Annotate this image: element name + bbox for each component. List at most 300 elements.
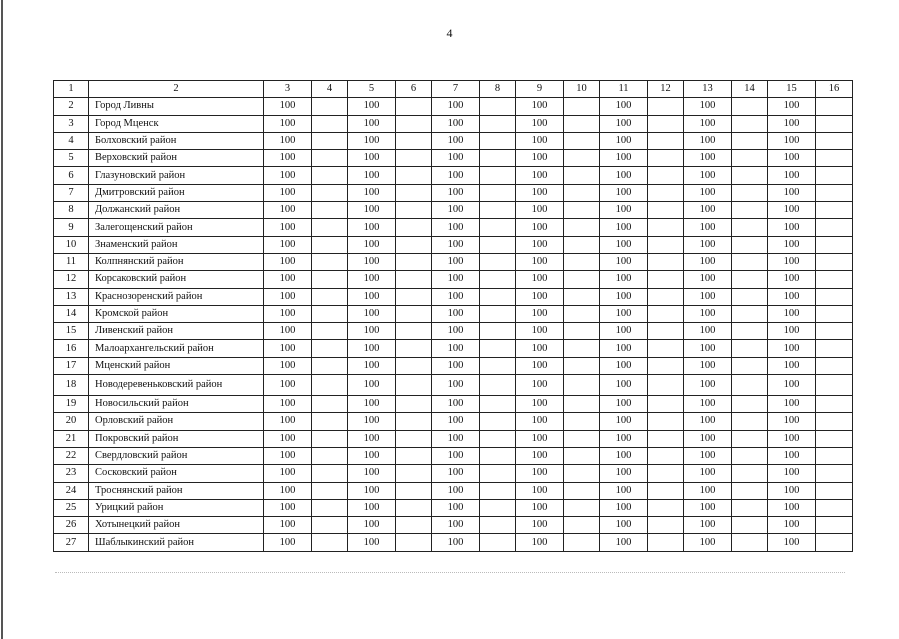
value-cell [396, 534, 432, 551]
value-cell: 100 [348, 482, 396, 499]
row-number-cell: 3 [54, 115, 89, 132]
value-cell: 100 [264, 482, 312, 499]
value-cell: 100 [600, 236, 648, 253]
value-cell [816, 305, 853, 322]
value-cell: 100 [600, 288, 648, 305]
row-number-cell: 25 [54, 499, 89, 516]
value-cell [564, 271, 600, 288]
value-cell: 100 [516, 202, 564, 219]
header-cell: 10 [564, 81, 600, 98]
value-cell: 100 [264, 465, 312, 482]
value-cell [396, 357, 432, 374]
value-cell [564, 413, 600, 430]
value-cell [312, 430, 348, 447]
value-cell [396, 305, 432, 322]
row-number-cell: 27 [54, 534, 89, 551]
value-cell: 100 [348, 465, 396, 482]
table-row [54, 413, 853, 430]
row-number-cell: 8 [54, 202, 89, 219]
value-cell [732, 271, 768, 288]
value-cell: 100 [600, 447, 648, 464]
value-cell: 100 [684, 357, 732, 374]
table-row [54, 447, 853, 464]
value-cell: 100 [768, 167, 816, 184]
value-cell: 100 [768, 340, 816, 357]
value-cell [732, 396, 768, 413]
row-number-cell: 17 [54, 357, 89, 374]
value-cell [732, 219, 768, 236]
value-cell [564, 288, 600, 305]
value-cell [732, 167, 768, 184]
value-cell [480, 396, 516, 413]
value-cell: 100 [768, 219, 816, 236]
value-cell [732, 132, 768, 149]
value-cell: 100 [516, 323, 564, 340]
value-cell: 100 [600, 98, 648, 115]
value-cell [564, 447, 600, 464]
value-cell: 100 [348, 517, 396, 534]
value-cell: 100 [684, 115, 732, 132]
value-cell [816, 396, 853, 413]
value-cell: 100 [516, 98, 564, 115]
value-cell [564, 219, 600, 236]
value-cell [312, 323, 348, 340]
value-cell: 100 [432, 202, 480, 219]
value-cell: 100 [600, 534, 648, 551]
value-cell: 100 [684, 219, 732, 236]
value-cell [816, 499, 853, 516]
value-cell [564, 150, 600, 167]
value-cell [396, 430, 432, 447]
page-edge-line [1, 0, 3, 639]
table-row [54, 184, 853, 201]
value-cell: 100 [264, 167, 312, 184]
table-header [54, 81, 853, 98]
value-cell [648, 517, 684, 534]
header-cell: 8 [480, 81, 516, 98]
value-cell [396, 447, 432, 464]
value-cell [312, 305, 348, 322]
value-cell [396, 340, 432, 357]
table-row [54, 396, 853, 413]
value-cell [396, 132, 432, 149]
row-number-cell: 13 [54, 288, 89, 305]
district-name-cell: Должанский район [89, 202, 264, 219]
value-cell: 100 [264, 447, 312, 464]
value-cell: 100 [348, 184, 396, 201]
page-number: 4 [446, 26, 453, 40]
value-cell: 100 [768, 430, 816, 447]
value-cell: 100 [432, 236, 480, 253]
value-cell: 100 [684, 132, 732, 149]
value-cell: 100 [348, 357, 396, 374]
value-cell [816, 98, 853, 115]
value-cell [480, 167, 516, 184]
value-cell [480, 482, 516, 499]
value-cell: 100 [516, 132, 564, 149]
value-cell [564, 499, 600, 516]
value-cell: 100 [348, 253, 396, 270]
table-body [54, 98, 853, 551]
value-cell [312, 340, 348, 357]
value-cell [732, 482, 768, 499]
value-cell [648, 167, 684, 184]
row-number-cell: 10 [54, 236, 89, 253]
header-cell: 6 [396, 81, 432, 98]
value-cell: 100 [432, 465, 480, 482]
value-cell: 100 [432, 340, 480, 357]
value-cell: 100 [348, 340, 396, 357]
value-cell: 100 [684, 517, 732, 534]
table-row [54, 305, 853, 322]
value-cell: 100 [768, 499, 816, 516]
value-cell [564, 534, 600, 551]
value-cell: 100 [348, 271, 396, 288]
table-row [54, 323, 853, 340]
value-cell: 100 [600, 517, 648, 534]
value-cell [480, 236, 516, 253]
value-cell [396, 375, 432, 396]
value-cell [816, 357, 853, 374]
value-cell: 100 [768, 482, 816, 499]
value-cell [396, 219, 432, 236]
value-cell: 100 [432, 482, 480, 499]
value-cell [312, 447, 348, 464]
value-cell: 100 [516, 167, 564, 184]
value-cell: 100 [432, 447, 480, 464]
value-cell [480, 375, 516, 396]
value-cell [816, 447, 853, 464]
value-cell [648, 98, 684, 115]
value-cell [312, 534, 348, 551]
header-cell: 3 [264, 81, 312, 98]
district-name-cell: Верховский район [89, 150, 264, 167]
value-cell [480, 115, 516, 132]
district-name-cell: Урицкий район [89, 499, 264, 516]
district-name-cell: Глазуновский район [89, 167, 264, 184]
value-cell [732, 534, 768, 551]
table-row [54, 340, 853, 357]
district-name-cell: Знаменский район [89, 236, 264, 253]
value-cell: 100 [348, 98, 396, 115]
table-row [54, 534, 853, 551]
value-cell [396, 271, 432, 288]
district-name-cell: Покровский район [89, 430, 264, 447]
header-cell: 12 [648, 81, 684, 98]
district-name-cell: Хотынецкий район [89, 517, 264, 534]
value-cell [816, 202, 853, 219]
value-cell [480, 132, 516, 149]
value-cell [816, 271, 853, 288]
value-cell [648, 115, 684, 132]
value-cell: 100 [684, 150, 732, 167]
district-name-cell: Сосковский район [89, 465, 264, 482]
value-cell [312, 465, 348, 482]
value-cell [648, 323, 684, 340]
value-cell [816, 236, 853, 253]
table-row [54, 430, 853, 447]
row-number-cell: 26 [54, 517, 89, 534]
value-cell [732, 340, 768, 357]
value-cell [732, 202, 768, 219]
value-cell: 100 [516, 375, 564, 396]
value-cell [480, 534, 516, 551]
value-cell [480, 465, 516, 482]
header-row [54, 81, 853, 98]
value-cell: 100 [768, 357, 816, 374]
district-name-cell: Кромской район [89, 305, 264, 322]
value-cell [732, 323, 768, 340]
value-cell: 100 [432, 253, 480, 270]
row-number-cell: 18 [54, 375, 89, 396]
value-cell [312, 253, 348, 270]
value-cell: 100 [684, 167, 732, 184]
header-cell: 1 [54, 81, 89, 98]
value-cell [312, 167, 348, 184]
value-cell [816, 534, 853, 551]
value-cell [648, 150, 684, 167]
value-cell: 100 [768, 98, 816, 115]
value-cell [648, 430, 684, 447]
district-name-cell: Город Ливны [89, 98, 264, 115]
table-row [54, 375, 853, 396]
table-row [54, 288, 853, 305]
value-cell: 100 [600, 271, 648, 288]
value-cell: 100 [348, 396, 396, 413]
value-cell: 100 [264, 271, 312, 288]
value-cell: 100 [516, 184, 564, 201]
value-cell: 100 [516, 236, 564, 253]
value-cell: 100 [264, 115, 312, 132]
value-cell: 100 [600, 202, 648, 219]
value-cell: 100 [264, 357, 312, 374]
value-cell [648, 340, 684, 357]
value-cell [312, 150, 348, 167]
value-cell: 100 [768, 447, 816, 464]
value-cell: 100 [432, 115, 480, 132]
value-cell: 100 [264, 236, 312, 253]
value-cell: 100 [348, 375, 396, 396]
value-cell [732, 357, 768, 374]
value-cell: 100 [768, 375, 816, 396]
value-cell: 100 [600, 132, 648, 149]
value-cell [480, 305, 516, 322]
value-cell [816, 517, 853, 534]
value-cell: 100 [600, 305, 648, 322]
table-row [54, 150, 853, 167]
district-name-cell: Малоархангельский район [89, 340, 264, 357]
value-cell [648, 465, 684, 482]
value-cell [312, 413, 348, 430]
value-cell [732, 305, 768, 322]
table-row [54, 115, 853, 132]
value-cell: 100 [516, 305, 564, 322]
header-cell: 5 [348, 81, 396, 98]
value-cell [732, 253, 768, 270]
value-cell [564, 323, 600, 340]
table-row [54, 98, 853, 115]
value-cell [816, 115, 853, 132]
value-cell: 100 [768, 517, 816, 534]
row-number-cell: 12 [54, 271, 89, 288]
value-cell [648, 357, 684, 374]
value-cell [564, 167, 600, 184]
value-cell [732, 465, 768, 482]
value-cell: 100 [600, 499, 648, 516]
value-cell: 100 [768, 150, 816, 167]
value-cell [480, 517, 516, 534]
value-cell: 100 [264, 413, 312, 430]
value-cell [564, 253, 600, 270]
value-cell [732, 236, 768, 253]
value-cell: 100 [432, 517, 480, 534]
table-row [54, 465, 853, 482]
value-cell [732, 499, 768, 516]
value-cell: 100 [768, 288, 816, 305]
value-cell: 100 [516, 219, 564, 236]
table-row [54, 482, 853, 499]
value-cell: 100 [264, 184, 312, 201]
value-cell: 100 [516, 271, 564, 288]
value-cell: 100 [516, 413, 564, 430]
value-cell: 100 [432, 271, 480, 288]
value-cell: 100 [768, 271, 816, 288]
value-cell [732, 447, 768, 464]
value-cell [816, 482, 853, 499]
value-cell: 100 [600, 115, 648, 132]
table-row [54, 357, 853, 374]
value-cell [648, 499, 684, 516]
district-name-cell: Дмитровский район [89, 184, 264, 201]
value-cell [816, 167, 853, 184]
header-cell: 13 [684, 81, 732, 98]
header-cell: 2 [89, 81, 264, 98]
value-cell: 100 [264, 288, 312, 305]
row-number-cell: 23 [54, 465, 89, 482]
value-cell: 100 [264, 253, 312, 270]
table-row [54, 271, 853, 288]
value-cell: 100 [432, 288, 480, 305]
value-cell: 100 [348, 534, 396, 551]
value-cell [648, 236, 684, 253]
value-cell: 100 [684, 271, 732, 288]
value-cell: 100 [516, 115, 564, 132]
row-number-cell: 4 [54, 132, 89, 149]
value-cell [480, 447, 516, 464]
value-cell [816, 430, 853, 447]
row-number-cell: 2 [54, 98, 89, 115]
header-cell: 14 [732, 81, 768, 98]
value-cell: 100 [684, 253, 732, 270]
value-cell [312, 517, 348, 534]
district-name-cell: Мценский район [89, 357, 264, 374]
value-cell [648, 534, 684, 551]
value-cell [396, 465, 432, 482]
value-cell [732, 288, 768, 305]
value-cell: 100 [684, 482, 732, 499]
value-cell: 100 [264, 305, 312, 322]
value-cell: 100 [264, 375, 312, 396]
value-cell: 100 [600, 184, 648, 201]
value-cell: 100 [516, 465, 564, 482]
value-cell: 100 [432, 323, 480, 340]
value-cell: 100 [684, 465, 732, 482]
table-row [54, 202, 853, 219]
value-cell: 100 [768, 202, 816, 219]
value-cell: 100 [264, 132, 312, 149]
district-name-cell: Свердловский район [89, 447, 264, 464]
value-cell: 100 [684, 236, 732, 253]
table-row [54, 499, 853, 516]
value-cell: 100 [264, 534, 312, 551]
district-name-cell: Троснянский район [89, 482, 264, 499]
value-cell: 100 [684, 447, 732, 464]
value-cell [480, 357, 516, 374]
value-cell [396, 98, 432, 115]
value-cell [648, 305, 684, 322]
value-cell: 100 [264, 340, 312, 357]
value-cell [564, 482, 600, 499]
row-number-cell: 14 [54, 305, 89, 322]
value-cell: 100 [516, 482, 564, 499]
value-cell [480, 202, 516, 219]
value-cell: 100 [600, 482, 648, 499]
value-cell [480, 288, 516, 305]
row-number-cell: 6 [54, 167, 89, 184]
value-cell: 100 [432, 534, 480, 551]
value-cell: 100 [600, 375, 648, 396]
district-name-cell: Новосильский район [89, 396, 264, 413]
value-cell [312, 288, 348, 305]
district-name-cell: Залегощенский район [89, 219, 264, 236]
value-cell: 100 [264, 150, 312, 167]
value-cell: 100 [684, 340, 732, 357]
value-cell: 100 [348, 115, 396, 132]
value-cell [312, 396, 348, 413]
value-cell [816, 253, 853, 270]
value-cell: 100 [348, 430, 396, 447]
value-cell [312, 357, 348, 374]
value-cell [648, 396, 684, 413]
value-cell [396, 499, 432, 516]
value-cell: 100 [600, 150, 648, 167]
row-number-cell: 19 [54, 396, 89, 413]
value-cell: 100 [516, 340, 564, 357]
value-cell [396, 517, 432, 534]
value-cell: 100 [432, 375, 480, 396]
value-cell [732, 150, 768, 167]
value-cell: 100 [516, 253, 564, 270]
value-cell [312, 499, 348, 516]
value-cell [396, 482, 432, 499]
value-cell: 100 [684, 413, 732, 430]
value-cell [480, 184, 516, 201]
value-cell [396, 253, 432, 270]
value-cell [312, 271, 348, 288]
row-number-cell: 24 [54, 482, 89, 499]
value-cell: 100 [264, 98, 312, 115]
row-number-cell: 21 [54, 430, 89, 447]
value-cell [396, 184, 432, 201]
value-cell [480, 413, 516, 430]
row-number-cell: 7 [54, 184, 89, 201]
value-cell [732, 115, 768, 132]
value-cell [480, 430, 516, 447]
value-cell: 100 [432, 150, 480, 167]
value-cell [564, 236, 600, 253]
value-cell: 100 [684, 499, 732, 516]
value-cell [312, 184, 348, 201]
